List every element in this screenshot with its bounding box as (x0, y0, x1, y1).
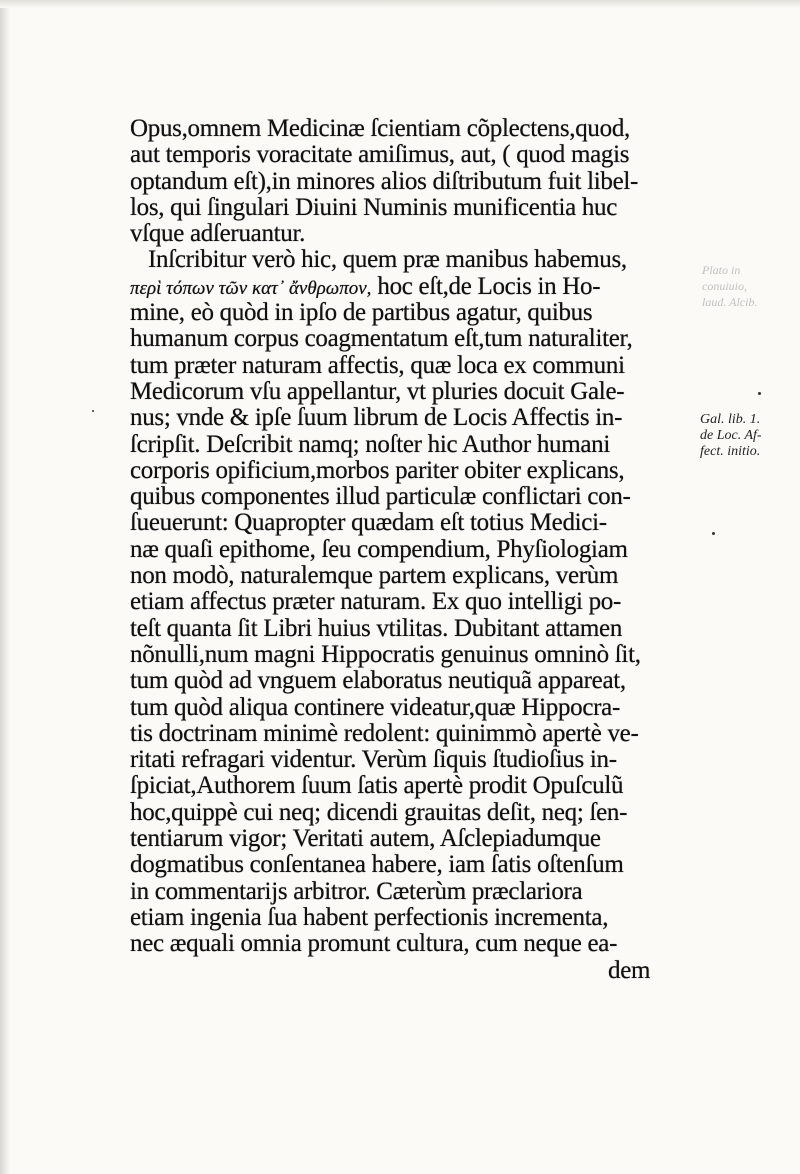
text-line: næ quaſi epithome, ſeu compendium, Phyſiologiam (130, 535, 628, 563)
catchword: dem (608, 956, 651, 984)
text-line: teſt quanta ſit Libri huius vtilitas. Dubitant attamen (130, 614, 623, 642)
text-line: tum præter naturam affectis, quæ loca ex communi (130, 351, 625, 379)
margin-note (700, 412, 795, 460)
text-line: ſcripſit. Deſcribit namq; noſter hic Author humani (130, 430, 611, 458)
text-line: tis doctrinam minimè redolent: quinimmò apertè ve- (130, 719, 639, 747)
text-line: Medicorum vſu appellantur, vt pluries docuit Gale- (130, 377, 625, 405)
page-left-edge-shadow (0, 0, 10, 1174)
text-line: corporis opificium,morbos pariter obiter explicans, (130, 456, 625, 484)
bleed-through-margin-note (702, 262, 797, 310)
margin-note-line: fect. initio. (700, 444, 761, 459)
text-line: tum quòd aliqua continere videatur,quæ Hippocra- (130, 693, 621, 721)
bleed-through-line: Plato in (702, 263, 741, 277)
text-line: etiam affectus præter naturam. Ex quo intelligi po- (130, 588, 622, 616)
text-line: vſque adſeruantur. (130, 220, 306, 248)
text-line: optandum eſt),in minores alios diſtributum fuit libel- (130, 167, 639, 195)
text-line: dogmatibus conſentanea habere, iam ſatis oſtenſum (130, 851, 624, 879)
ink-speck (712, 532, 715, 535)
text-line: nõnulli,num magni Hippocratis genuinus omninò ſit, (130, 640, 641, 668)
text-line: hoc,quippè cui neq; dicendi grauitas deſit, neq; ſen- (130, 798, 628, 826)
text-line: tentiarum vigor; Veritati autem, Aſclepiadumque (130, 825, 601, 853)
text-line: non modò, naturalemque partem explicans, verùm (130, 562, 619, 590)
page-top-edge-shadow (0, 0, 800, 8)
margin-note-line: de Loc. Af- (700, 428, 762, 443)
text-line: quibus componentes illud particulæ conflictari con- (130, 483, 631, 511)
text-line: ritati refragari videntur. Verùm ſiquis ſtudioſius in- (130, 746, 617, 774)
bleed-through-line: laud. Alcib. (702, 295, 758, 309)
text-line-with-greek (130, 274, 710, 300)
text-line: etiam ingenia ſua habent perfectionis incrementa, (130, 903, 609, 931)
text-line: ſueuerunt: Quapropter quædam eſt totius Medici- (130, 509, 607, 537)
text-line: in commentarijs arbitror. Cæterùm præclariora (130, 877, 583, 905)
text-line: ſpiciat,Authorem ſuum ſatis apertè prodit Opuſculũ (130, 772, 624, 800)
text-line: Opus,omnem Medicinæ ſcientiam cõplectens,quod, (130, 115, 630, 142)
text-line: tum quòd ad vnguem elaboratus neutiquã appareat, (130, 667, 626, 695)
text-line: los, qui ſingulari Diuini Numinis munificentia huc (130, 193, 618, 221)
latin-text: hoc eſt,de Locis in Ho- (371, 272, 601, 300)
text-line: nus; vnde & ipſe ſuum librum de Locis Affectis in- (130, 404, 623, 432)
text-line: humanum corpus coagmentatum eſt,tum naturaliter, (130, 325, 633, 353)
margin-note-line: Gal. lib. 1. (700, 412, 761, 427)
bleed-through-line: conuiuio, (702, 279, 747, 293)
text-line: Inſcribitur verò hic, quem præ manibus habemus, (148, 246, 627, 274)
text-line: mine, eò quòd in ipſo de partibus agatur, quibus (130, 299, 593, 327)
ink-speck (92, 410, 94, 412)
main-text-block (130, 116, 710, 984)
text-line: aut temporis voracitate amiſimus, aut, ( quod magis (130, 141, 630, 169)
ink-speck (758, 392, 761, 395)
greek-title: περὶ τόπων τῶν κατ᾽ ἄνθρωπον, (130, 277, 372, 299)
text-line: nec æquali omnia promunt cultura, cum neque ea- (130, 930, 618, 958)
